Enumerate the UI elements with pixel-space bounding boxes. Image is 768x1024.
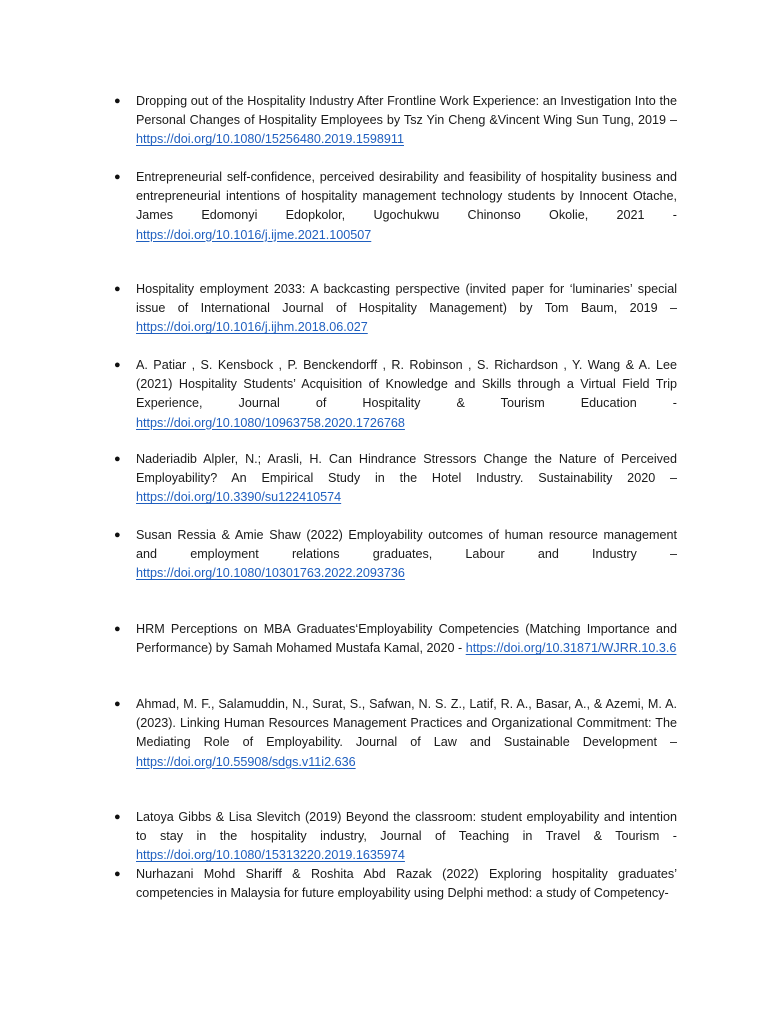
doi-link[interactable]: https://doi.org/10.1080/10301763.2022.2093736 — [136, 566, 405, 581]
list-item — [114, 865, 677, 903]
list-item — [114, 356, 677, 433]
list-item — [114, 808, 677, 866]
list-item — [114, 450, 677, 508]
doi-link[interactable]: https://doi.org/10.55908/sdgs.v11i2.636 — [136, 754, 356, 769]
bullet-icon: ● — [114, 623, 121, 635]
list-item — [114, 280, 677, 338]
bullet-icon: ● — [114, 698, 121, 710]
reference-text: Ahmad, M. F., Salamuddin, N., Surat, S., Safwan, N. S. Z., Latif, R. A., Basar, A., & Azemi, M. A. (2023). Linking Human Resources Management Practices and Organizational Commitment: The Mediating Role of Employability. Journal of Law and Sustainable Development – — [136, 697, 677, 750]
reference-text: HRM Perceptions on MBA Graduates‘Employability Competencies (Matching Importance and Performance) by Samah Mohamed Mustafa Kamal, 2020 - — [136, 622, 677, 656]
list-item — [114, 92, 677, 150]
reference-text: Naderiadib Alpler, N.; Arasli, H. Can Hindrance Stressors Change the Nature of Perceived Employability? An Empirical Study in the Hotel Industry. Sustainability 2020 – — [136, 452, 677, 486]
doi-link[interactable]: https://doi.org/10.1080/15313220.2019.1635974 — [136, 848, 405, 863]
bullet-icon: ● — [114, 811, 121, 823]
doi-link[interactable]: https://doi.org/10.1016/j.ijme.2021.100507 — [136, 227, 372, 242]
reference-text: Susan Ressia & Amie Shaw (2022) Employability outcomes of human resource management and employment relations graduates, Labour and Industry – — [136, 528, 677, 562]
list-item — [114, 168, 677, 245]
bullet-icon: ● — [114, 868, 121, 880]
reference-text: Entrepreneurial self-confidence, perceived desirability and feasibility of hospitality business and entrepreneurial intentions of hospitality management technology students by Innocent Otache, James Edomonyi Edopkolor, Ugochukwu Chinonso Okolie, 2021 - — [136, 170, 677, 223]
reference-text: Dropping out of the Hospitality Industry After Frontline Work Experience: an Investigation Into the Personal Changes of Hospitality Employees by Tsz Yin Cheng &Vincent Wing Sun Tung, 2019 – — [136, 94, 677, 128]
bullet-icon: ● — [114, 359, 121, 371]
bullet-icon: ● — [114, 283, 121, 295]
reference-text: A. Patiar , S. Kensbock , P. Benckendorff , R. Robinson , S. Richardson , Y. Wang & A. Lee (2021) Hospitality Students’ Acquisition of Knowledge and Skills through a Virtual Field Trip Experience, Journal of Hospitality & Tourism Education - — [136, 358, 677, 411]
bullet-icon: ● — [114, 453, 121, 465]
doi-link[interactable]: https://doi.org/10.1080/15256480.2019.1598911 — [136, 132, 404, 147]
doi-link[interactable]: https://doi.org/10.1080/10963758.2020.1726768 — [136, 415, 405, 430]
doi-link[interactable]: https://doi.org/10.3390/su122410574 — [136, 490, 342, 505]
reference-text: Latoya Gibbs & Lisa Slevitch (2019) Beyond the classroom: student employability and intention to stay in the hospitality industry, Journal of Teaching in Travel & Tourism - — [136, 810, 677, 844]
bullet-icon: ● — [114, 529, 121, 541]
reference-text: Nurhazani Mohd Shariff & Roshita Abd Razak (2022) Exploring hospitality graduates’ competencies in Malaysia for future employability using Delphi method: a study of Competency- — [136, 867, 677, 901]
list-item — [114, 620, 677, 658]
list-item — [114, 695, 677, 772]
bullet-icon: ● — [114, 95, 121, 107]
list-item — [114, 526, 677, 584]
bullet-icon: ● — [114, 171, 121, 183]
doi-link[interactable]: https://doi.org/10.31871/WJRR.10.3.6 — [465, 641, 677, 656]
doi-link[interactable]: https://doi.org/10.1016/j.ijhm.2018.06.027 — [136, 320, 368, 335]
reference-text: Hospitality employment 2033: A backcasting perspective (invited paper for ‘luminaries’ special issue of International Journal of Hospitality Management) by Tom Baum, 2019 – — [136, 282, 677, 316]
